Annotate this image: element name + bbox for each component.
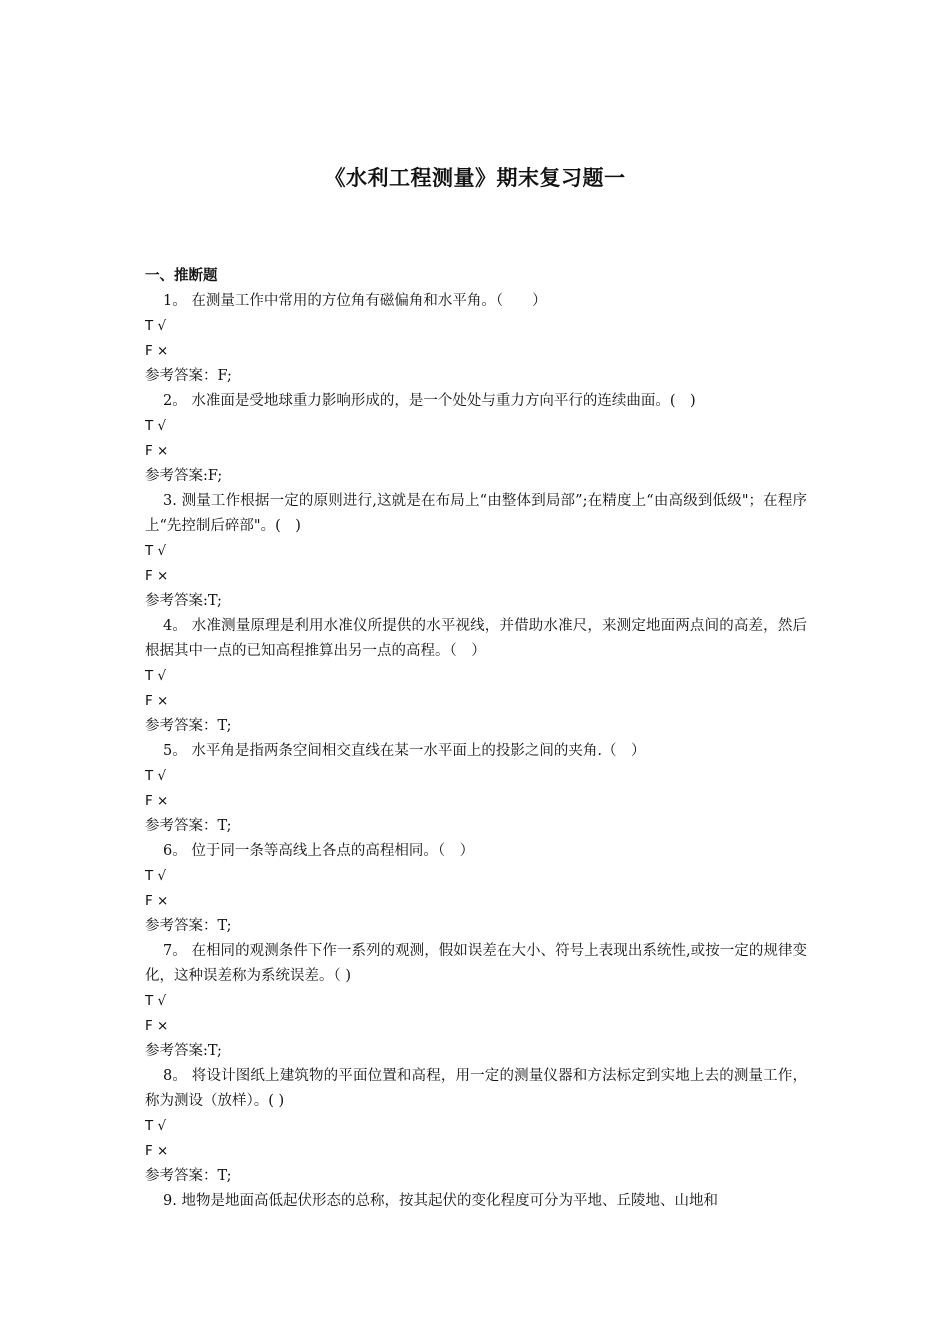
option-true: T √	[145, 318, 167, 334]
option-true: T √	[145, 543, 167, 559]
option-true: T √	[145, 993, 167, 1009]
question-block	[145, 1064, 807, 1189]
option-true: T √	[145, 1118, 167, 1134]
reference-answer: 参考答案:T;	[145, 1043, 222, 1059]
question-block	[145, 289, 807, 389]
option-false: F ×	[145, 1143, 169, 1159]
reference-answer: 参考答案：T;	[145, 718, 232, 734]
reference-answer: 参考答案：T;	[145, 1168, 232, 1184]
reference-answer: 参考答案：F;	[145, 368, 232, 384]
question-text: 8。 将设计图纸上建筑物的平面位置和高程，用一定的测量仪器和方法标定到实地上去的测量工作，称为测设（放样）。( )	[145, 1068, 807, 1109]
question-text-partial: 9. 地物是地面高低起伏形态的总称，按其起伏的变化程度可分为平地、丘陵地、山地和	[163, 1193, 718, 1209]
option-false: F ×	[145, 1018, 169, 1034]
question-block	[145, 489, 807, 614]
option-false: F ×	[145, 343, 169, 359]
option-false: F ×	[145, 443, 169, 459]
reference-answer: 参考答案:T;	[145, 593, 222, 609]
option-false: F ×	[145, 568, 169, 584]
reference-answer: 参考答案：T;	[145, 918, 232, 934]
question-block	[145, 939, 807, 1064]
reference-answer: 参考答案：T;	[145, 818, 232, 834]
question-block	[145, 739, 807, 839]
option-false: F ×	[145, 693, 169, 709]
option-true: T √	[145, 868, 167, 884]
option-true: T √	[145, 418, 167, 434]
question-block	[145, 839, 807, 939]
question-block	[145, 389, 807, 489]
option-true: T √	[145, 668, 167, 684]
reference-answer: 参考答案:F;	[145, 468, 223, 484]
option-true: T √	[145, 768, 167, 784]
question-block	[145, 614, 807, 739]
question-text: 5。 水平角是指两条空间相交直线在某一水平面上的投影之间的夹角.（ ）	[163, 743, 646, 759]
question-text: 2。 水准面是受地球重力影响形成的，是一个处处与重力方向平行的连续曲面。( )	[163, 393, 696, 409]
document-title: 《水利工程测量》期末复习题一	[324, 166, 626, 190]
question-text: 3. 测量工作根据一定的原则进行,这就是在布局上“由整体到局部”;在精度上“由高级到低级"；在程序上“先控制后碎部"。( )	[145, 493, 807, 534]
section-heading: 一、推断题	[145, 268, 218, 284]
document-body	[145, 264, 807, 1214]
option-false: F ×	[145, 793, 169, 809]
question-text: 7。 在相同的观测条件下作一系列的观测，假如误差在大小、符号上表现出系统性,或按一定的规律变化，这种误差称为系统误差。（ )	[145, 943, 807, 984]
option-false: F ×	[145, 893, 169, 909]
question-text: 1。 在测量工作中常用的方位角有磁偏角和水平角。（ ）	[163, 293, 547, 309]
question-text: 6。 位于同一条等高线上各点的高程相同。（ ）	[163, 843, 475, 859]
question-text: 4。 水准测量原理是利用水准仪所提供的水平视线，并借助水准尺，来测定地面两点间的高差，然后根据其中一点的已知高程推算出另一点的高程。（ ）	[145, 618, 807, 659]
